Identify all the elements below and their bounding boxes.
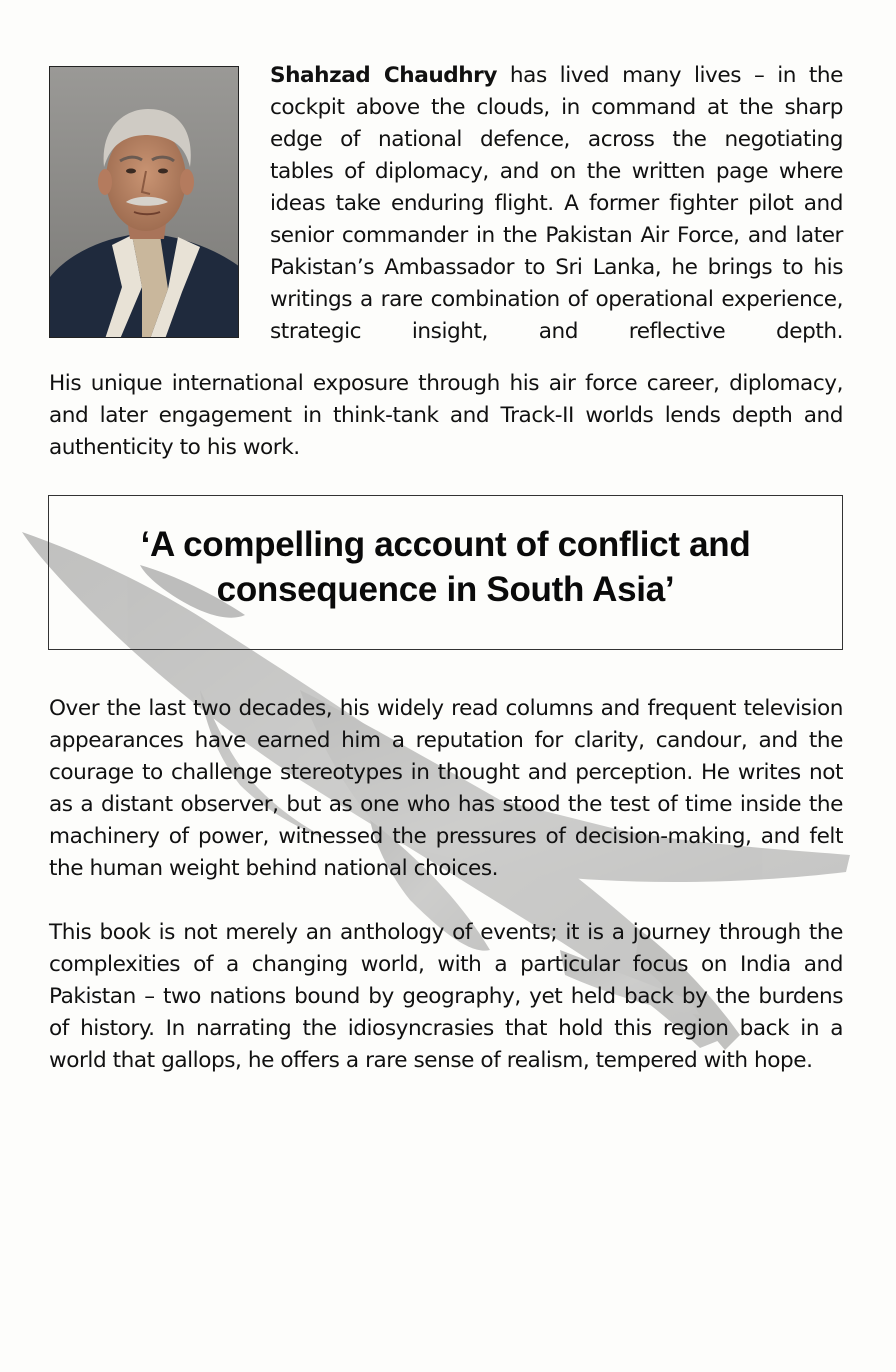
- author-bio-paragraph: [270, 60, 843, 348]
- pull-quote-text: ‘A compelling account of conflict and consequence in South Asia’: [140, 525, 751, 609]
- author-photo: [49, 66, 239, 338]
- pull-quote-box: [48, 495, 843, 650]
- book-paragraph: This book is not merely an anthology of events; it is a journey through the complexities of a changing world, with a particular focus on India and Pakistan – two nations bound by geography, yet held back by the burdens of history. In narrating the idiosyncrasies that hold this region back in a world that gallops, he offers a rare sense of realism, tempered with hope.: [49, 920, 843, 1073]
- author-exposure-paragraph: His unique international exposure through his air force career, diplomacy, and later engagement in think-tank and Track-II worlds lends depth and authenticity to his work.: [49, 371, 843, 460]
- columns-paragraph: Over the last two decades, his widely read columns and frequent television appearances have earned him a reputation for clarity, candour, and the courage to challenge stereotypes in thought and perception. He writes not as a distant observer, but as one who has stood the test of time inside the machinery of power, witnessed the pressures of decision-making, and felt the human weight behind national choices.: [49, 696, 843, 881]
- author-bio-text: has lived many lives – in the cockpit above the clouds, in command at the sharp edge of national defence, across the negotiating tables of diplomacy, and on the written page where ideas take enduring flight. A former fighter pilot and senior commander in the Pakistan Air Force, and later Pakistan’s Ambassador to Sri Lanka, he brings to his writings a rare combination of operational experience, strategic insight, and reflective depth.: [270, 63, 843, 344]
- author-name: Shahzad Chaudhry: [270, 63, 498, 88]
